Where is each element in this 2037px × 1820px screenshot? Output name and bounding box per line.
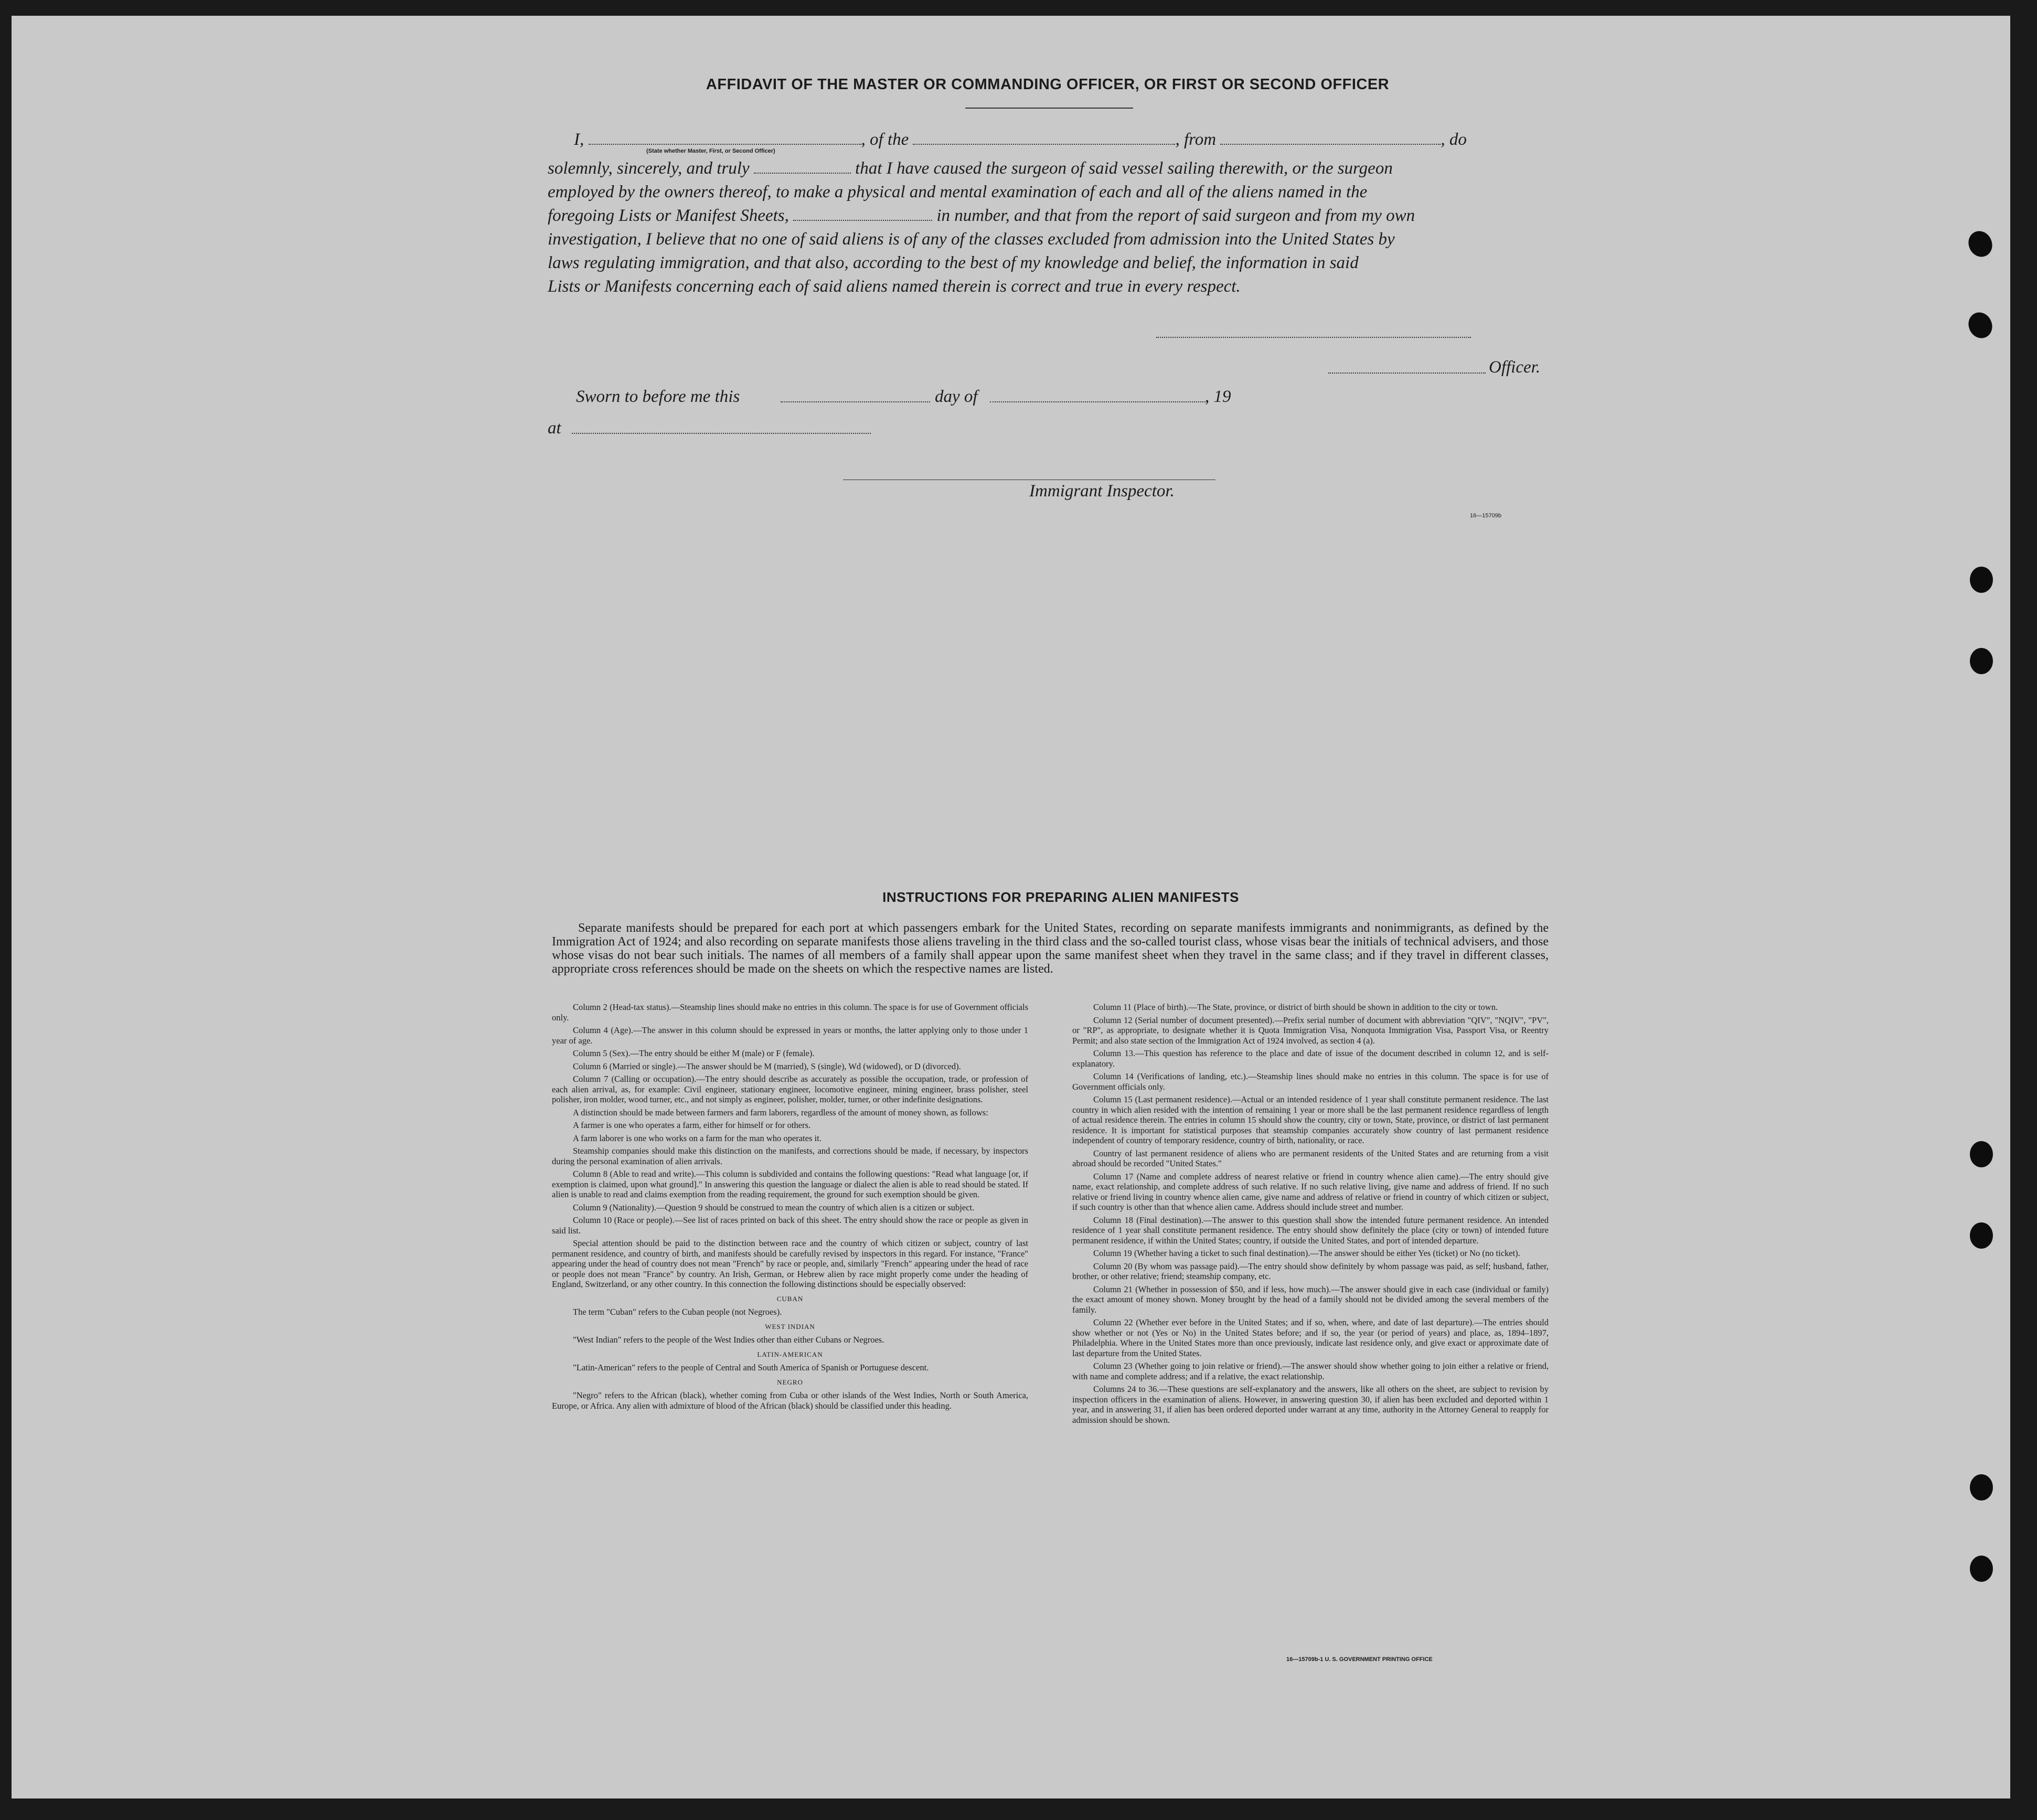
instruction-paragraph: Column 18 (Final destination).—The answer to this question shall show the intended future permanent residence. An intended residence of 1 year shall constitute permanent residence. The entry should show definitely the place (city or town) of intended future permanent residence, if within the United States; country, if outside the United States, and port of intended departure. <box>1072 1215 1549 1246</box>
instruction-paragraph: Column 4 (Age).—The answer in this column should be expressed in years or months, the latter applying only to those under 1 year of age. <box>552 1025 1028 1046</box>
officer-signature-line[interactable] <box>1156 337 1471 338</box>
officer-rank-blank[interactable] <box>589 131 861 145</box>
affidavit-line-7: Lists or Manifests concerning each of said aliens named therein is correct and true in every respect. <box>548 277 1241 296</box>
instruction-paragraph: "Latin-American" refers to the people of Central and South America of Spanish or Portuguese descent. <box>573 1363 929 1372</box>
subheading-cuban: CUBAN <box>776 1294 804 1303</box>
affidavit-title: AFFIDAVIT OF THE MASTER OR COMMANDING OFFICER, OR FIRST OR SECOND OFFICER <box>706 76 1390 93</box>
affidavit-line-3: employed by the owners thereof, to make a physical and mental examination of each and all of the aliens named in the <box>548 183 1368 201</box>
punch-hole <box>1970 1556 1993 1582</box>
instruction-paragraph: The term "Cuban" refers to the Cuban people (not Negroes). <box>573 1307 782 1317</box>
subheading-negro: NEGRO <box>777 1378 803 1386</box>
instruction-paragraph: Country of last permanent residence of aliens who are permanent residents of the United States and are returning from a visit abroad should be recorded "United States." <box>1072 1148 1549 1168</box>
instruction-paragraph: Column 22 (Whether ever before in the United States; and if so, when, where, and date of last departure).—The entries should show whether or not (Yes or No) in the United States before; and if so, the year (or period of years) and place, as, 1894–1897, Philadelphia. Where in the United States more than once previously, indicate last residence only, and give exact or approximate date of last departure from the United States. <box>1072 1317 1549 1358</box>
punch-hole <box>1970 1474 1993 1500</box>
from-port-blank[interactable] <box>1220 131 1441 145</box>
title-rule <box>965 108 1133 109</box>
instruction-paragraph: Column 7 (Calling or occupation).—The entry should describe as accurately as possible the occupation, trade, or profession of each alien arrival, as, for example: Civil engineer, stationary engineer, locomotive engineer, mining engineer, brass polisher, steel polisher, iron molder, wood turner, etc., and not simply as engineer, polisher, molder, turner, or other indefinite designations. <box>552 1074 1028 1104</box>
form-code: 16—15709b <box>1470 513 1501 519</box>
subheading-west-indian: WEST INDIAN <box>765 1322 815 1331</box>
instructions-intro: Separate manifests should be prepared for each port at which passengers embark for the United States, recording on separate manifests immigrants and nonimmigrants, as defined by the Immigration Act of 1924; and also recording on separate manifests those aliens traveling in the third class and the so-called tourist class, whose visas bear the initials of technical advisers, and those whose visas do not bear such initials. The names of all members of a family shall appear upon the same manifest sheet when they travel in the same class; and if they travel in different classes, appropriate cross references should be made on the sheets on which the respective names are listed. <box>552 921 1549 976</box>
instruction-paragraph: Column 23 (Whether going to join relative or friend).—The answer should show whether going to join either a relative or friend, with name and complete address; and if a relative, the exact relationship. <box>1072 1361 1549 1381</box>
officer-title-line[interactable] <box>1328 372 1486 374</box>
day-of-text: day of <box>935 387 978 406</box>
aff-text: that I have caused the surgeon of said vessel sailing therewith, or the surgeon <box>855 159 1393 178</box>
aff-text: solemnly, sincerely, and truly <box>548 159 750 178</box>
aff-text: foregoing Lists or Manifest Sheets, <box>548 206 789 225</box>
affidavit-line-6: laws regulating immigration, and that also, according to the best of my knowledge and belief, the information in said <box>548 253 1359 272</box>
instruction-paragraph: Column 20 (By whom was passage paid).—The entry should show definitely by whom passage was paid, as self; husband, father, brother, or other relative; friend; steamship company, etc. <box>1072 1261 1549 1281</box>
instruction-paragraph: Column 15 (Last permanent residence).—Actual or an intended residence of 1 year shall constitute permanent residence. The last country in which alien resided with the intention of remaining 1 year or more shall be the last permanent residence regardless of length of actual residence therein. The entries in column 15 should show the country, city or town, State, province, or district of last permanent residence. It is important for statistical purposes that steamship companies accurately show country of last permanent residence independent of country of temporary residence, country of birth, nationality, or race. <box>1072 1094 1549 1145</box>
affidavit-line-1 <box>548 130 1550 150</box>
instruction-paragraph: Column 12 (Serial number of document presented).—Prefix serial number of document with abbreviation "QIV", "NQIV", "PV", or "RP", as appropriate, to designate whether it is Quota Immigration Visa, Nonquota Immigration Visa, Passport Visa, or Reentry Permit; and also state section of the Immigration Act of 1924 involved, as section 4 (a). <box>1072 1015 1549 1046</box>
aff-text: I, <box>574 130 584 149</box>
punch-hole <box>1970 648 1993 674</box>
aff-text: , of the <box>861 130 909 149</box>
instruction-paragraph: A farmer is one who operates a farm, either for himself or for others. <box>573 1120 811 1130</box>
instruction-paragraph: Steamship companies should make this distinction on the manifests, and corrections should be made, if necessary, by inspectors during the personal examination of alien arrivals. <box>552 1146 1028 1166</box>
inspector-label: Immigrant Inspector. <box>1029 482 1175 501</box>
instruction-paragraph: Column 8 (Able to read and write).—This column is subdivided and contains the following questions: "Read what language [or, if exemption is claimed, upon what ground]." In answering this question the language or dialect the alien is able to read should be stated. If alien is unable to read and claims exemption from the reading requirement, the ground for such exemption should be given. <box>552 1169 1028 1199</box>
instruction-paragraph: Column 5 (Sex).—The entry should be either M (male) or F (female). <box>573 1048 815 1058</box>
printing-office-code: 16—15709b-1 U. S. GOVERNMENT PRINTING OFFICE <box>1286 1656 1433 1663</box>
instruction-paragraph: Column 6 (Married or single).—The answer should be M (married), S (single), Wd (widowed), or D (divorced). <box>573 1061 961 1071</box>
sworn-month-blank[interactable] <box>990 401 1208 402</box>
instruction-paragraph: Column 17 (Name and complete address of nearest relative or friend in country whence alien came).—The entry should give name, exact relationship, and complete address of such relative. If no such relative living, give name and address of friend. If no such relative or friend living in country whence alien came, give name and address of relative or friend in country of which citizen or subject, if such country is other than that whence alien came. Address should include street and number. <box>1072 1171 1549 1212</box>
instruction-paragraph: Column 11 (Place of birth).—The State, province, or district of birth should be shown in addition to the city or town. <box>1093 1002 1498 1012</box>
sheet-count-blank[interactable] <box>793 207 932 221</box>
sworn-place-blank[interactable] <box>572 433 871 434</box>
instruction-paragraph: Column 19 (Whether having a ticket to such final destination).—The answer should be either Yes (ticket) or No (no ticket). <box>1093 1248 1520 1258</box>
year-text: , 19 <box>1205 387 1231 406</box>
instruction-paragraph: Columns 24 to 36.—These questions are self-explanatory and the answers, like all others on the sheet, are subject to revision by inspection officers in the examination of aliens. However, in answering question 30, if alien has been excluded and deported within 1 year, and in answering 31, if alien has been ordered deported under warrant at any time, authority in the Attorney General to reapply for admission should be shown. <box>1072 1384 1549 1425</box>
instruction-paragraph: Column 9 (Nationality).—Question 9 should be construed to mean the country of which alien is a citizen or subject. <box>573 1202 975 1212</box>
at-label: at <box>548 419 561 438</box>
officer-label: Officer. <box>1489 358 1541 377</box>
instructions-left-column <box>552 1002 1028 1413</box>
punch-hole <box>1970 1222 1993 1249</box>
instructions-title: INSTRUCTIONS FOR PREPARING ALIEN MANIFESTS <box>882 889 1239 905</box>
instruction-paragraph: A distinction should be made between farmers and farm laborers, regardless of the amount of money shown, as follows: <box>573 1107 988 1117</box>
instruction-paragraph: "Negro" refers to the African (black), whether coming from Cuba or other islands of the West Indies, North or South America, Europe, or Africa. Any alien with admixture of blood of the African (black) should be classified under this heading. <box>552 1390 1028 1411</box>
sworn-text: Sworn to before me this <box>576 387 740 406</box>
instruction-paragraph: Column 2 (Head-tax status).—Steamship lines should make no entries in this column. The space is for use of Government officials only. <box>552 1002 1028 1023</box>
instruction-paragraph: A farm laborer is one who works on a farm for the man who operates it. <box>573 1133 822 1143</box>
sworn-day-blank[interactable] <box>781 401 930 402</box>
instructions-right-column <box>1072 1002 1549 1428</box>
aff-text: in number, and that from the report of said surgeon and from my own <box>936 206 1415 225</box>
affidavit-line-4 <box>548 206 1550 226</box>
aff-text: , from <box>1175 130 1217 149</box>
punch-hole <box>1964 227 1996 261</box>
vessel-blank[interactable] <box>913 131 1175 145</box>
oath-blank[interactable] <box>754 160 851 174</box>
instruction-paragraph: Column 21 (Whether in possession of $50, and if less, how much).—The answer should give in each case (individual or family) the exact amount of money shown. Money brought by the head of a family should not be divided among the several members of the family. <box>1072 1284 1549 1315</box>
instruction-paragraph: "West Indian" refers to the people of the West Indies other than either Cubans or Negroes. <box>573 1335 884 1345</box>
punch-hole <box>1964 308 1996 342</box>
punch-hole <box>1970 567 1993 593</box>
aff-text: , do <box>1441 130 1467 149</box>
instruction-paragraph: Column 10 (Race or people).—See list of races printed on back of this sheet. The entry should show the race or people as given in said list. <box>552 1215 1028 1236</box>
punch-hole <box>1970 1141 1993 1167</box>
instruction-paragraph: Column 13.—This question has reference to the place and date of issue of the document described in column 12, and is self-explanatory. <box>1072 1048 1549 1069</box>
document-page <box>12 16 2010 1798</box>
affidavit-line-5: investigation, I believe that no one of said aliens is of any of the classes excluded from admission into the United States by <box>548 230 1395 249</box>
rank-note: (State whether Master, First, or Second Officer) <box>646 148 775 154</box>
affidavit-line-2 <box>548 159 1550 178</box>
instruction-paragraph: Special attention should be paid to the distinction between race and the country of which citizen or subject, country of last permanent residence, and country of birth, and manifests should be carefully revised by inspectors in this regard. For instance, "France" appearing under the head of country does not mean "French" by race or people, and, similarly "French" appearing under the head of race or people does not mean "France" by country. An Irish, German, or Hebrew alien by race might properly come under the heading of England, Switzerland, or any other country. In this connection the following distinctions should be especially observed: <box>552 1238 1028 1289</box>
instruction-paragraph: Column 14 (Verifications of landing, etc.).—Steamship lines should make no entries in this column. The space is for use of Government officials only. <box>1072 1071 1549 1092</box>
subheading-latin-american: LATIN-AMERICAN <box>757 1350 823 1358</box>
